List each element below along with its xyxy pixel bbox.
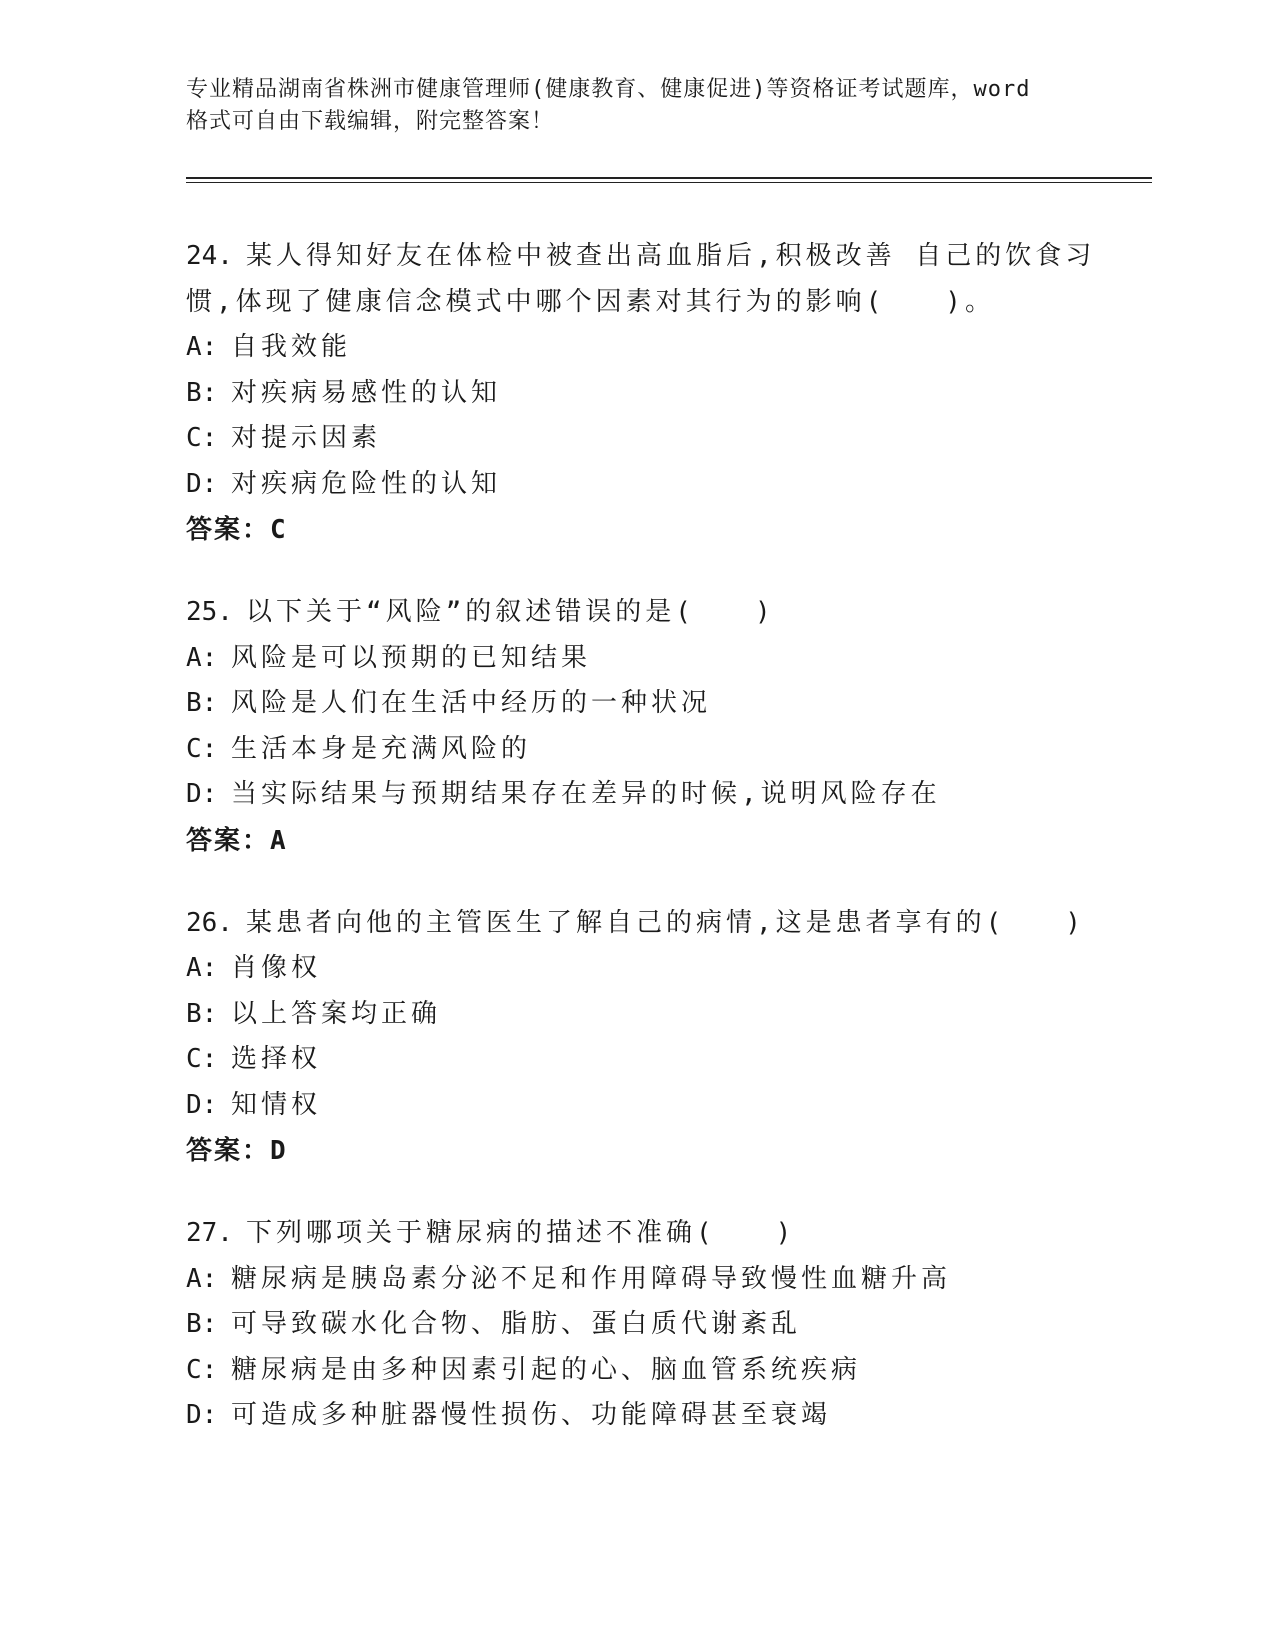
option-b [186,992,1146,1038]
question-25 [186,590,1146,864]
option-d [186,1083,1146,1129]
option-label: A: [186,642,218,673]
question-24 [186,234,1146,553]
option-text: 对疾病易感性的认知 [231,377,502,408]
option-b [186,1302,1146,1348]
option-label: B: [186,377,218,408]
answer-label: 答案： [186,825,271,856]
question-number: 25. [186,597,233,627]
answer-line [186,507,1146,553]
option-a [186,1257,1146,1303]
answer-line [186,1128,1146,1174]
option-a [186,636,1146,682]
header-divider-thin [186,182,1152,183]
option-text: 自我效能 [231,332,352,362]
header-divider-thick [186,177,1152,179]
answer-label: 答案： [186,515,271,545]
option-label: C: [186,423,218,453]
question-stem-line [186,901,1146,947]
option-text: 对提示因素 [231,423,382,453]
option-text: 风险是可以预期的已知结果 [231,642,592,673]
option-c [186,1037,1146,1083]
question-stem-text: 下列哪项关于糖尿病的描述不准确( ) [246,1218,796,1248]
option-label: B: [186,688,218,718]
question-stem-text: 某患者向他的主管医生了解自己的病情,这是患者享有的( ) [246,907,1085,938]
option-label: C: [186,733,218,764]
option-label: B: [186,998,218,1029]
option-a [186,946,1146,992]
option-c [186,727,1146,773]
option-text: 对疾病危险性的认知 [231,468,502,499]
option-c [186,416,1146,462]
option-text: 当实际结果与预期结果存在差异的时候,说明风险存在 [231,779,941,809]
option-b [186,681,1146,727]
option-label: D: [186,468,218,499]
option-c [186,1348,1146,1394]
question-number: 27. [186,1218,233,1248]
question-26 [186,901,1146,1175]
option-d [186,772,1146,818]
option-label: D: [186,1400,218,1430]
answer-label: 答案： [186,1136,271,1166]
option-d [186,1393,1146,1439]
option-label: C: [186,1354,218,1385]
option-d [186,462,1146,508]
question-list [186,234,1146,1476]
document-header [186,74,1086,138]
question-stem-line: 惯,体现了健康信念模式中哪个因素对其行为的影响( )。 [186,286,995,317]
question-stem-text: 以下关于“风险”的叙述错误的是( ) [246,597,775,627]
option-label: C: [186,1044,218,1074]
question-27 [186,1211,1146,1439]
option-text: 以上答案均正确 [231,998,442,1029]
option-b [186,371,1146,417]
option-text: 知情权 [231,1089,322,1120]
question-number: 24. [186,241,233,271]
header-line-2: 格式可自由下载编辑，附完整答案！ [186,109,555,134]
question-stem-line [186,1211,1146,1257]
header-line-1: 专业精品湖南省株洲市健康管理师(健康教育、健康促进)等资格证考试题库，word [186,77,1031,102]
question-stem-line [186,590,1146,636]
option-label: D: [186,779,218,809]
answer-line [186,818,1146,864]
option-text: 糖尿病是由多种因素引起的心、脑血管系统疾病 [231,1354,862,1385]
option-a [186,325,1146,371]
answer-value: C [270,515,288,545]
question-number: 26. [186,907,233,938]
question-stem-line [186,234,1146,280]
answer-value: A [270,825,288,856]
option-text: 可造成多种脏器慢性损伤、功能障碍甚至衰竭 [231,1400,832,1430]
option-text: 肖像权 [231,953,322,983]
option-label: B: [186,1309,218,1339]
question-stem-text: 某人得知好友在体检中被查出高血脂后,积极改善 自己的饮食习 [246,241,1096,271]
option-text: 可导致碳水化合物、脂肪、蛋白质代谢紊乱 [231,1309,802,1339]
option-text: 选择权 [231,1044,322,1074]
answer-value: D [270,1136,288,1166]
option-text: 生活本身是充满风险的 [231,733,532,764]
option-text: 风险是人们在生活中经历的一种状况 [231,688,712,718]
option-label: A: [186,332,218,362]
option-label: D: [186,1089,218,1120]
option-text: 糖尿病是胰岛素分泌不足和作用障碍导致慢性血糖升高 [231,1263,952,1294]
option-label: A: [186,1263,218,1294]
option-label: A: [186,953,218,983]
